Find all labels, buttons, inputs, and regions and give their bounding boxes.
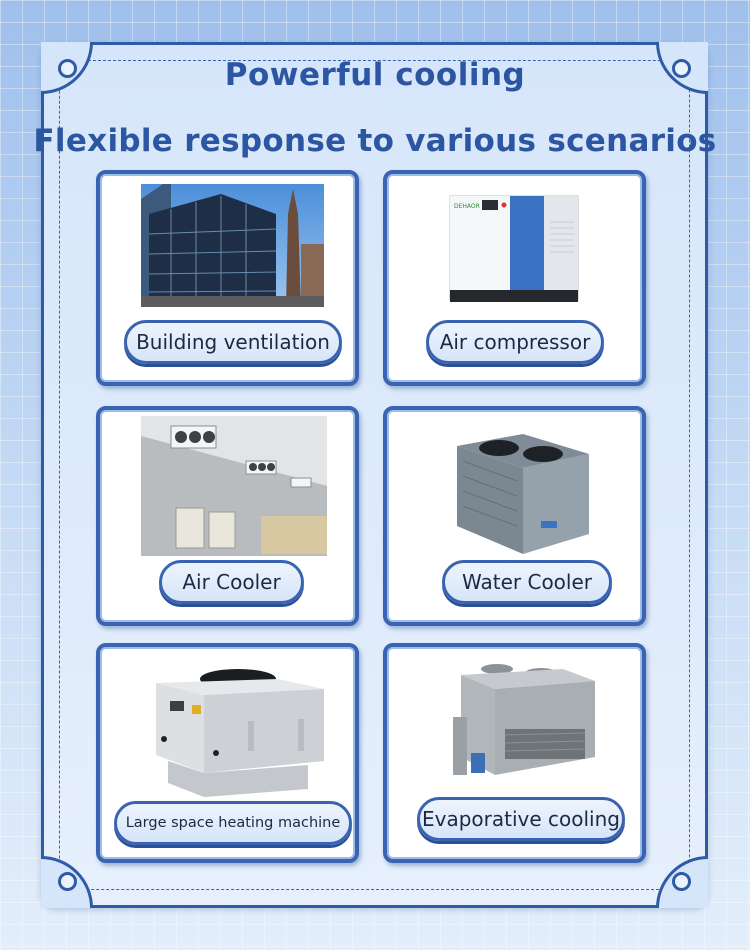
scenario-card-air-compressor[interactable] — [383, 170, 646, 386]
scenario-card-air-cooler[interactable] — [96, 406, 359, 626]
scenario-label: Building ventilation — [124, 320, 342, 364]
ring-icon — [58, 872, 77, 891]
scenario-label: Evaporative cooling — [417, 797, 625, 841]
scenario-card-evaporative-cooling[interactable] — [383, 643, 646, 863]
scenario-label: Air Cooler — [159, 560, 304, 604]
page-title: Powerful cooling — [224, 57, 526, 93]
scenario-label: Water Cooler — [442, 560, 612, 604]
rooftop-heating-unit-photo — [148, 661, 328, 797]
industrial-water-chiller-photo — [453, 426, 593, 554]
glass-office-building-photo — [141, 184, 324, 307]
page-subtitle: Flexible response to various scenarios — [33, 123, 717, 159]
cold-storage-room-photo — [141, 416, 327, 556]
scenario-card-building-ventilation[interactable] — [96, 170, 359, 386]
scenario-card-large-space-heating-machine[interactable] — [96, 643, 359, 863]
scenario-label: Large space heating machine — [114, 801, 352, 845]
brand-logo: DEHAOR — [454, 203, 480, 210]
ring-icon — [672, 872, 691, 891]
scenario-label: Air compressor — [426, 320, 604, 364]
evaporative-cooling-tower-photo — [445, 657, 599, 787]
scenario-card-water-cooler[interactable] — [383, 406, 646, 626]
air-compressor-unit-photo — [446, 192, 581, 310]
